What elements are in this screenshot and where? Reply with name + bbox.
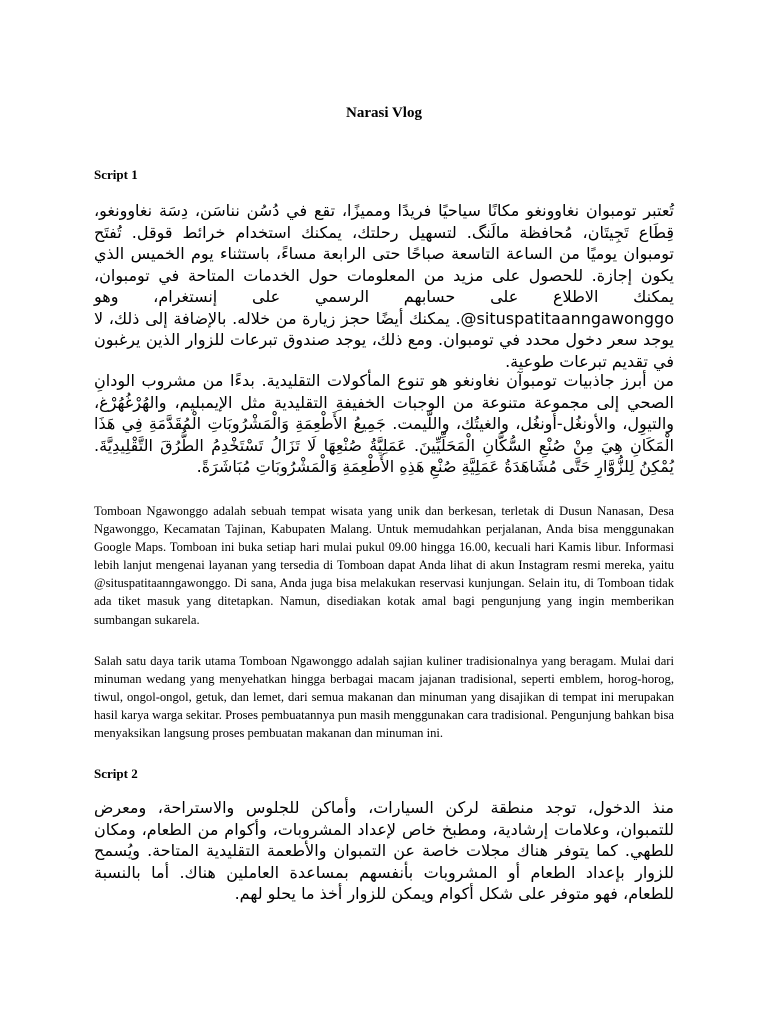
section-heading-script-1: Script 1 [94,167,138,182]
paragraph-arabic-facilities: منذ الدخول، توجد منطقة لركن السيارات، وأماكن للجلوس والاستراحة، ومعرض للتمبوان، وعلامات إرشادية، ومطبخ خاص لإعداد المشروبات، وأكوام من الطعام، ومكان للطهي. كما يتوفر هناك مجلات خاصة عن التمبوان والأطعمة التقليدية المتاحة. ويُسمح للزوار بإعداد الطعام أو المشروبات بأنفسهم بمساعدة العاملين هناك. أما بالنسبة للطعام، فهو متوفر على شكل أكوام ويمكن للزوار أخذ ما يحلو لهم. [94,798,674,903]
paragraph-arabic-culinary: من أبرز جاذبيات تومبوآن نغاونغو هو تنوع المأكولات التقليدية. بدءًا من مشروب الودانِ الصحي إلى مجموعة متنوعة من الوجبات الخفيفةِ التقليدية مثل الإيمبليم، والهُرْغُهُرْغ، والتيوِل، والأونغُل-أونغُل، والغيتُك، واللّيمت. جَمِيعُ الأَطْعِمَةِ وَالْمَشْرُوبَاتِ الْمُقَدَّمَةِ فِي هَذَا الْمَكَانِ هِيَ مِنْ صُنْعِ السُّكَّانِ الْمَحَلِّيِّينَ. عَمَلِيَّةُ صُنْعِهَا لَا تَزَالُ تَسْتَخْدِمُ الطُّرُقَ التَّقْلِيدِيَّةَ. يُمْكِنُ لِلزُّوَّارِ حَتَّى مُشَاهَدَةُ عَمَلِيَّةِ صُنْعِ هَذِهِ الأَطْعِمَةِ وَالْمَشْرُوبَاتِ مُبَاشَرَةً. [94,371,674,476]
paragraph-indonesian-intro: Tomboan Ngawonggo adalah sebuah tempat wisata yang unik dan berkesan, terletak di Dusun Nanasan, Desa Ngawonggo, Kecamatan Tajinan, Kabupaten Malang. Untuk memudahkan perjalanan, Anda bisa menggunakan Google Maps. Tomboan ini buka setiap hari mulai pukul 09.00 hingga 16.00, kecuali hari Kamis libur. Informasi lebih lanjut mengenai layanan yang tersedia di Tomboan dapat Anda lihat di akun Instagram resmi mereka, yaitu @situspatitaanngawonggo. Di sana, Anda juga bisa melakukan reservasi kunjungan. Selain itu, di Tomboan tidak ada tiket masuk yang ditetapkan. Namun, disediakan kotak amal bagi pengunjung yang ingin memberikan sumbangan sukarela. [94,504,674,627]
paragraph-arabic-intro: تُعتبر تومبوان نغاوونغو مكانًا سياحيًا فريدًا ومميزًا، تقع في دُسُن نناسَن، دِسَة نغاوونغو، قِطَاع تَجِيتَان، مُحافظة مالَنگ. لتسهيل رحلتك، يمكنك استخدام خرائط قوقل. تُفتَح تومبوان يوميًا من الساعة التاسعة صباحًا حتى الرابعة مساءً، باستثناء يوم الخميس الذي يكون إجازة. للحصول على مزيد من المعلومات حول الخدمات المتاحة في تومبوان، يمكنك الاطلاع على حسابهم الرسمي على إنستغرام، وهو ‎@situspatitaanngawonggo‏. يمكنك أيضًا حجز زيارة من خلاله. بالإضافة إلى ذلك، لا يوجد سعر دخول محدد في تومبوان. ومع ذلك، يوجد صندوق تبرعات للزوار الذين يرغبون في تقديم تبرعات طوعية. [94,201,674,371]
paragraph-indonesian-culinary: Salah satu daya tarik utama Tomboan Ngawonggo adalah sajian kuliner tradisionalnya yang beragam. Mulai dari minuman wedang yang menyehatkan hingga berbagai macam jajanan tradisional, seperti emblem, horog-horog, tiwul, ongol-ongol, getuk, dan lemet, dari semua makanan dan minuman yang disajikan di tempat ini merupakan hasil karya warga sekitar. Proses pembuatannya pun masih menggunakan cara tradisional. Pengunjung bahkan bisa menyaksikan langsung proses pembuatan makanan dan minuman ini. [94,654,674,741]
section-heading-script-2: Script 2 [94,766,138,781]
document-title: Narasi Vlog [346,105,422,121]
